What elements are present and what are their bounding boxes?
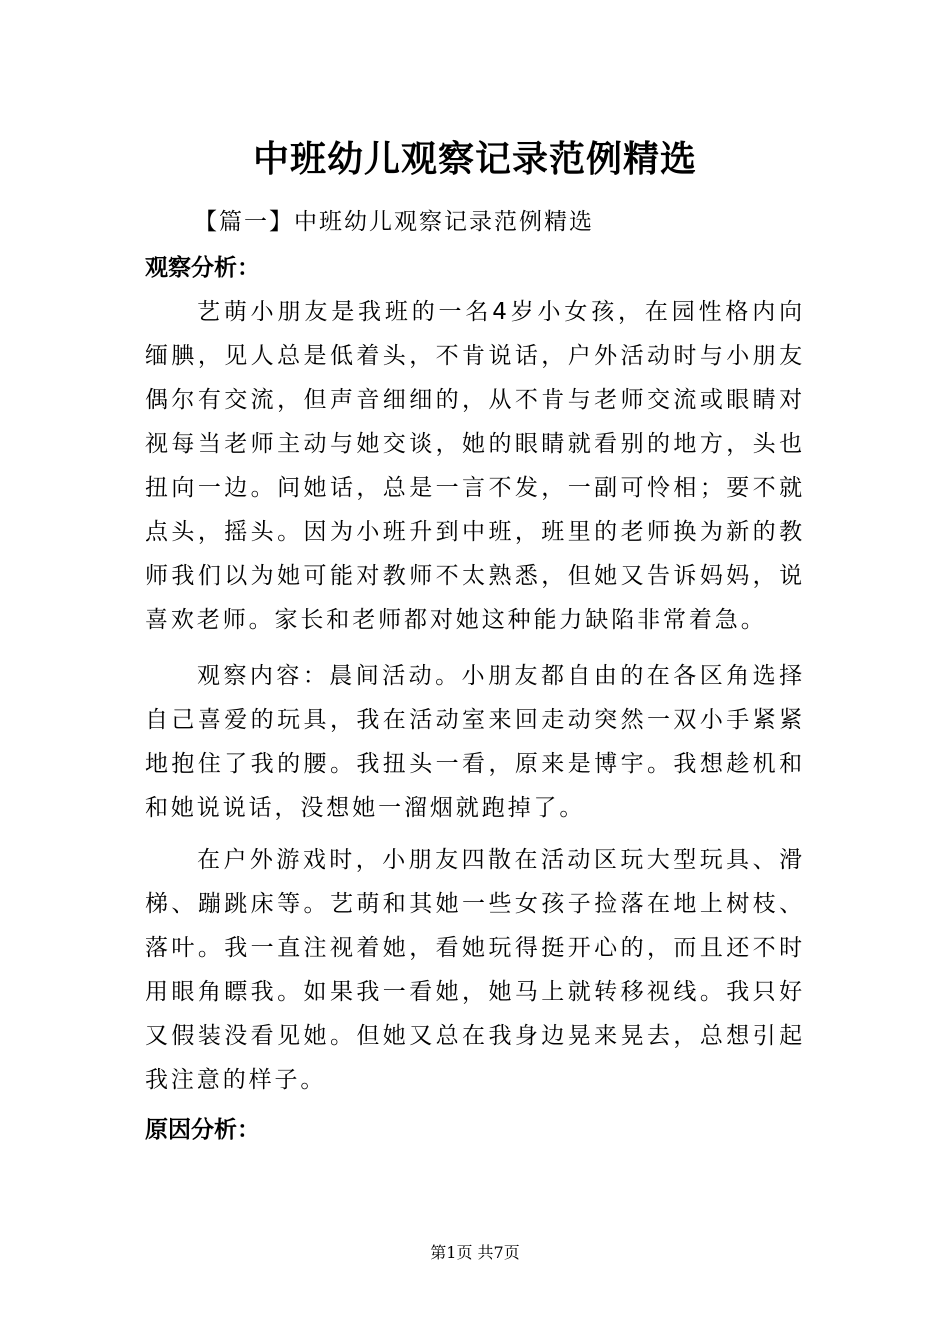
document-title: 中班幼儿观察记录范例精选 [252, 138, 697, 180]
paragraph-outdoor-play: 在户外游戏时，小朋友四散在活动区玩大型玩具、滑梯、蹦跳床等。艺萌和其她一些女孩子捡落在地上树枝、落叶。我一直注视着她，看她玩得挺开心的，而且还不时用眼角瞟我。如果我一看她，她马上就转移视线。我只好又假装没看见她。但她又总在我身边晃来晃去，总想引起我注意的样子。 [145, 847, 805, 1093]
heading-cause-analysis: 原因分析： [145, 1117, 260, 1143]
page-number-footer: 第1页 共7页 [430, 1243, 520, 1262]
paragraph-background: 艺萌小朋友是我班的一名4岁小女孩，在园性格内向缅腆，见人总是低着头，不肯说话，户外活动时与小朋友偶尔有交流，但声音细细的，从不肯与老师交流或眼睛对视每当老师主动与她交谈，她的眼睛就看别的地方，头也扭向一边。问她话，总是一言不发，一副可怜相；要不就点头，摇头。因为小班升到中班，班里的老师换为新的教师我们以为她可能对教师不太熟悉，但她又告诉妈妈，说喜欢老师。家长和老师都对她这种能力缺陷非常着急。 [145, 299, 805, 633]
paragraph-observation-content: 观察内容：晨间活动。小朋友都自由的在各区角选择自己喜爱的玩具，我在活动室来回走动突然一双小手紧紧地抱住了我的腰。我扭头一看，原来是博宇。我想趁机和和她说说话，没想她一溜烟就跑掉了。 [145, 663, 805, 821]
heading-observation-analysis: 观察分析： [145, 255, 260, 281]
section-subtitle: 【篇一】中班幼儿观察记录范例精选 [194, 209, 594, 235]
